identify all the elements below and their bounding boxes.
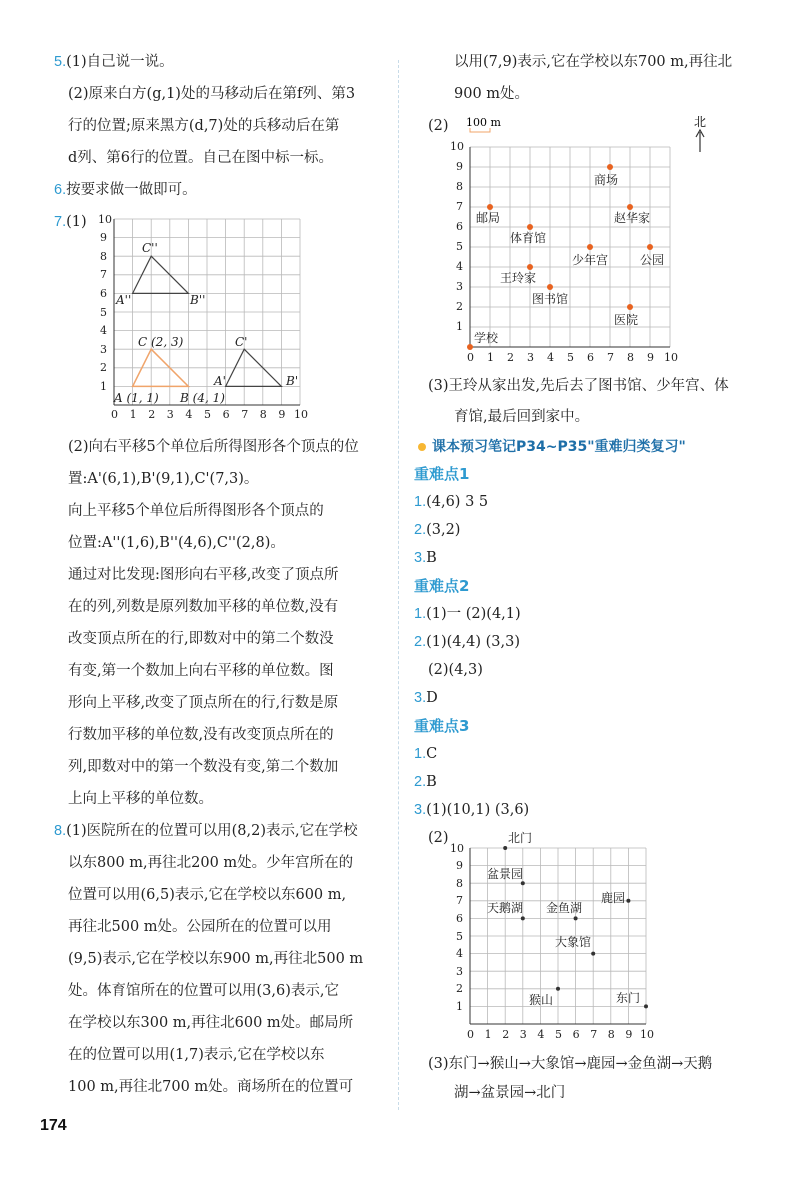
x-tick: 7 bbox=[241, 408, 249, 421]
label-hospital: 医院 bbox=[614, 313, 639, 327]
point-hospital bbox=[627, 304, 633, 310]
q6-line bbox=[54, 180, 197, 200]
label-C1: C' bbox=[235, 335, 248, 349]
q8-cont-line: 900 m处。 bbox=[454, 86, 530, 102]
label-B1: B' bbox=[286, 374, 299, 388]
x-tick: 1 bbox=[129, 408, 137, 421]
q8-3-line: 育馆,最后回到家中。 bbox=[454, 409, 590, 425]
y-tick: 5 bbox=[456, 240, 463, 253]
y-tick: 5 bbox=[456, 930, 463, 943]
y-tick: 4 bbox=[456, 260, 463, 273]
y-tick: 4 bbox=[456, 947, 463, 960]
point-deer-park bbox=[626, 899, 630, 903]
zd1-title: 重难点1 bbox=[414, 465, 470, 483]
y-tick: 10 bbox=[98, 213, 112, 226]
x-tick: 8 bbox=[607, 1028, 615, 1041]
y-tick: 7 bbox=[456, 894, 463, 907]
label-C2: C'' bbox=[142, 241, 158, 255]
item-number: 1. bbox=[414, 494, 427, 510]
item-number: 3. bbox=[414, 550, 427, 566]
q8-cont-line: 以用(7,9)表示,它在学校以东700 m,再往北 bbox=[454, 54, 733, 70]
column-divider bbox=[398, 60, 399, 1110]
q8-line: 以东800 m,再往北200 m处。少年宫所在的 bbox=[68, 855, 354, 871]
x-tick: 9 bbox=[625, 1028, 633, 1041]
q5-line2: (2)原来白方(g,1)处的马移动后在第f列、第3 bbox=[68, 86, 356, 102]
label-A2: A'' bbox=[116, 293, 132, 307]
map1-part-label: (2) bbox=[428, 118, 449, 134]
item-text: (1)(4,4) (3,3) bbox=[426, 634, 520, 650]
item-number: 1. bbox=[414, 606, 427, 622]
item-text: C bbox=[426, 746, 438, 762]
label-B2: B'' bbox=[190, 293, 206, 307]
x-tick: 6 bbox=[572, 1028, 580, 1041]
point-wangling-home bbox=[527, 264, 533, 270]
point-park bbox=[647, 244, 653, 250]
x-tick: 2 bbox=[148, 408, 156, 421]
q8-line: 在学校以东300 m,再往北600 m处。邮局所 bbox=[68, 1015, 354, 1031]
item-number: 2. bbox=[414, 522, 427, 538]
item-text: (2)(4,3) bbox=[428, 662, 483, 678]
x-tick: 4 bbox=[185, 408, 193, 421]
label-youth-palace: 少年宫 bbox=[572, 253, 609, 267]
q7-number: 7. bbox=[54, 214, 67, 230]
scale-label: 100 m bbox=[466, 116, 501, 129]
y-tick: 8 bbox=[456, 877, 463, 890]
label-mall: 商场 bbox=[594, 173, 619, 187]
y-tick: 8 bbox=[456, 180, 463, 193]
q5-line4: d列、第6行的位置。自己在图中标一标。 bbox=[68, 150, 334, 166]
q5-line1 bbox=[54, 52, 174, 72]
item-text: (1)(10,1) (3,6) bbox=[426, 802, 530, 818]
q5-text1: (1)自己说一说。 bbox=[66, 54, 174, 70]
y-tick: 9 bbox=[100, 231, 107, 244]
item-text: B bbox=[426, 774, 437, 790]
q7-p2-line: 在的列,列数是原列数加平移的单位数,没有 bbox=[68, 599, 339, 615]
q7-part1: (1) bbox=[66, 214, 87, 230]
q8-number: 8. bbox=[54, 823, 67, 839]
zd3-item bbox=[414, 744, 437, 764]
q7-p2-line: 列,即数对中的第一个数没有变,第二个数加 bbox=[68, 759, 339, 775]
label-swan-lake: 天鹅湖 bbox=[487, 901, 524, 915]
route-line: (3)东门→猴山→大象馆→鹿园→金鱼湖→天鹅 bbox=[428, 1056, 713, 1072]
label-goldfish-lake: 金鱼湖 bbox=[546, 901, 583, 915]
point-youth-palace bbox=[587, 244, 593, 250]
label-wangling-home: 王玲家 bbox=[500, 271, 537, 285]
y-tick: 10 bbox=[450, 140, 464, 153]
point-swan-lake bbox=[521, 916, 525, 920]
x-tick: 4 bbox=[537, 1028, 545, 1041]
q8-3-line: (3)王玲从家出发,先后去了图书馆、少年宫、体 bbox=[428, 378, 729, 394]
x-tick: 8 bbox=[259, 408, 267, 421]
label-bonsai-garden: 盆景园 bbox=[487, 867, 524, 881]
x-tick: 0 bbox=[467, 351, 474, 364]
y-tick: 6 bbox=[100, 287, 107, 300]
y-tick: 9 bbox=[456, 160, 463, 173]
point-post-office bbox=[487, 204, 493, 210]
zd3-item bbox=[414, 800, 529, 820]
label-east-gate: 东门 bbox=[616, 991, 641, 1005]
north-label: 北 bbox=[694, 115, 707, 129]
label-north-gate: 北门 bbox=[508, 831, 533, 845]
zd1-item bbox=[414, 548, 437, 568]
label-school: 学校 bbox=[474, 331, 499, 345]
y-tick: 2 bbox=[456, 300, 463, 313]
y-tick: 2 bbox=[100, 361, 107, 374]
label-library: 图书馆 bbox=[532, 292, 569, 306]
x-tick: 5 bbox=[567, 351, 574, 364]
x-tick: 6 bbox=[587, 351, 594, 364]
y-tick: 3 bbox=[456, 280, 463, 293]
x-tick: 6 bbox=[222, 408, 230, 421]
x-tick: 2 bbox=[502, 1028, 510, 1041]
item-number: 3. bbox=[414, 690, 427, 706]
map2-part-label: (2) bbox=[428, 830, 449, 846]
point-school bbox=[467, 344, 473, 350]
y-tick: 9 bbox=[456, 859, 463, 872]
section-title-text: 课本预习笔记P34~P35"重难归类复习" bbox=[432, 439, 686, 455]
point-gym bbox=[527, 224, 533, 230]
x-tick: 0 bbox=[467, 1028, 474, 1041]
q8-line1 bbox=[54, 821, 358, 841]
point-goldfish-lake bbox=[574, 916, 578, 920]
x-tick: 4 bbox=[547, 351, 554, 364]
label-zhaohua-home: 赵华家 bbox=[614, 211, 651, 225]
y-tick: 7 bbox=[456, 200, 463, 213]
y-tick: 2 bbox=[456, 982, 463, 995]
y-tick: 1 bbox=[456, 1000, 463, 1013]
q8-line: 再往北500 m处。公园所在的位置可以用 bbox=[68, 919, 332, 935]
x-tick: 7 bbox=[590, 1028, 598, 1041]
q5-number: 5. bbox=[54, 54, 67, 70]
route-line: 湖→盆景园→北门 bbox=[454, 1085, 566, 1101]
point-east-gate bbox=[644, 1004, 648, 1008]
q7-p2-line: 置:A'(6,1),B'(9,1),C'(7,3)。 bbox=[68, 471, 259, 487]
label-park: 公园 bbox=[640, 253, 665, 267]
point-zhaohua-home bbox=[627, 204, 633, 210]
x-tick: 5 bbox=[204, 408, 211, 421]
item-number: 2. bbox=[414, 634, 427, 650]
point-elephant-house bbox=[591, 952, 595, 956]
y-tick: 6 bbox=[456, 912, 463, 925]
label-elephant-house: 大象馆 bbox=[555, 935, 592, 949]
q8-line: 位置可以用(6,5)表示,它在学校以东600 m, bbox=[68, 887, 347, 903]
item-text: D bbox=[426, 690, 438, 706]
zd3-item bbox=[414, 772, 437, 792]
y-tick: 7 bbox=[100, 268, 107, 281]
item-text: B bbox=[426, 550, 437, 566]
x-tick: 10 bbox=[294, 408, 308, 421]
zd3-title: 重难点3 bbox=[414, 717, 470, 735]
q8-line: 在的位置可以用(1,7)表示,它在学校以东 bbox=[68, 1047, 325, 1063]
zd2-item bbox=[414, 688, 438, 708]
x-tick: 2 bbox=[507, 351, 514, 364]
label-deer-park: 鹿园 bbox=[601, 891, 626, 905]
x-tick: 3 bbox=[166, 408, 174, 421]
zd2-item bbox=[414, 604, 521, 624]
q6-number: 6. bbox=[54, 182, 67, 198]
x-tick: 1 bbox=[484, 1028, 492, 1041]
zoo-map bbox=[444, 826, 684, 1046]
q7-p2-line: 形向上平移,改变了顶点所在的行,行数是原 bbox=[68, 695, 339, 711]
x-tick: 9 bbox=[647, 351, 654, 364]
q8-line: 100 m,再往北700 m处。商场所在的位置可 bbox=[68, 1079, 354, 1095]
x-tick: 5 bbox=[555, 1028, 562, 1041]
bullet-dot-icon bbox=[418, 443, 426, 451]
y-tick: 3 bbox=[100, 343, 107, 356]
x-tick: 1 bbox=[487, 351, 494, 364]
page-number: 174 bbox=[40, 1117, 67, 1134]
q8-line: 处。体育馆所在的位置可以用(3,6)表示,它 bbox=[68, 983, 339, 999]
point-monkey-hill bbox=[556, 987, 560, 991]
q6-text: 按要求做一做即可。 bbox=[66, 182, 197, 198]
point-mall bbox=[607, 164, 613, 170]
point-north-gate bbox=[503, 846, 507, 850]
item-number: 2. bbox=[414, 774, 427, 790]
q5-line3: 行的位置;原来黑方(d,7)处的兵移动后在第 bbox=[68, 118, 340, 134]
q7-p2-line: 位置:A''(1,6),B''(4,6),C''(2,8)。 bbox=[68, 535, 285, 551]
y-tick: 3 bbox=[456, 965, 463, 978]
q7-p2-line: 上向上平移的单位数。 bbox=[68, 791, 213, 807]
q7-p2-line: 行数加平移的单位数,没有改变顶点所在的 bbox=[68, 727, 334, 743]
q8-text: (1)医院所在的位置可以用(8,2)表示,它在学校 bbox=[66, 823, 358, 839]
x-tick: 3 bbox=[519, 1028, 527, 1041]
label-gym: 体育馆 bbox=[510, 231, 547, 245]
zd2-item bbox=[428, 660, 483, 680]
label-monkey-hill: 猴山 bbox=[529, 993, 554, 1007]
point-bonsai-garden bbox=[521, 881, 525, 885]
label-A1: A' bbox=[214, 374, 226, 388]
item-text: (1)一 (2)(4,1) bbox=[426, 606, 521, 622]
q7-p2-line: 有变,第一个数加上向右平移的单位数。图 bbox=[68, 663, 334, 679]
section-title bbox=[418, 437, 686, 457]
q7-p2-line: 向上平移5个单位后所得图形各个顶点的 bbox=[68, 503, 324, 519]
x-tick: 9 bbox=[278, 408, 286, 421]
q8-line: (9,5)表示,它在学校以东900 m,再往北500 m bbox=[68, 951, 364, 967]
x-tick: 8 bbox=[627, 351, 634, 364]
q7-p2-line: 通过对比发现:图形向右平移,改变了顶点所 bbox=[68, 567, 339, 583]
y-tick: 4 bbox=[100, 324, 107, 337]
y-tick: 5 bbox=[100, 306, 107, 319]
label-post-office: 邮局 bbox=[476, 211, 501, 225]
q7-line1 bbox=[54, 212, 87, 232]
item-number: 1. bbox=[414, 746, 427, 762]
translation-graph bbox=[94, 200, 354, 425]
zd1-item bbox=[414, 492, 488, 512]
y-tick: 8 bbox=[100, 250, 107, 263]
y-tick: 1 bbox=[456, 320, 463, 333]
label-C: C (2, 3) bbox=[138, 335, 184, 349]
x-tick: 3 bbox=[527, 351, 534, 364]
zd2-title: 重难点2 bbox=[414, 577, 470, 595]
q7-p2-line: 改变顶点所在的行,即数对中的第二个数没 bbox=[68, 631, 334, 647]
item-text: (4,6) 3 5 bbox=[426, 494, 489, 510]
item-text: (3,2) bbox=[426, 522, 461, 538]
x-tick: 10 bbox=[664, 351, 678, 364]
label-B: B (4, 1) bbox=[180, 391, 225, 405]
zd1-item bbox=[414, 520, 460, 540]
y-tick: 6 bbox=[456, 220, 463, 233]
y-tick: 10 bbox=[450, 842, 464, 855]
zd2-item bbox=[414, 632, 520, 652]
q7-p2-line: (2)向右平移5个单位后所得图形各个顶点的位 bbox=[68, 439, 359, 455]
x-tick: 7 bbox=[607, 351, 614, 364]
item-number: 3. bbox=[414, 802, 427, 818]
label-A: A (1, 1) bbox=[114, 391, 159, 405]
point-library bbox=[547, 284, 553, 290]
x-tick: 10 bbox=[640, 1028, 654, 1041]
campus-map bbox=[444, 112, 744, 372]
x-tick: 0 bbox=[111, 408, 118, 421]
y-tick: 1 bbox=[100, 380, 107, 393]
